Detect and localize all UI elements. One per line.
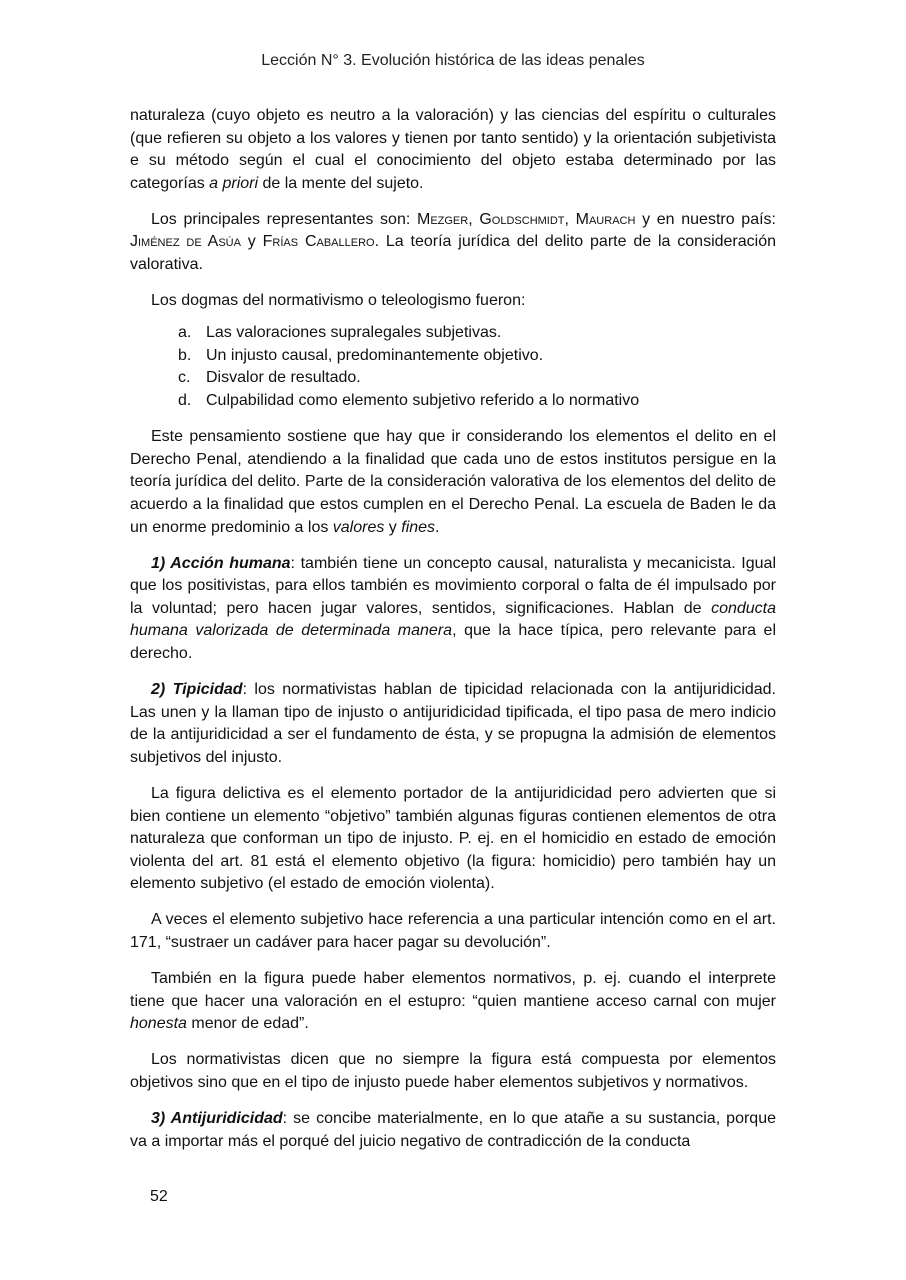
list-marker: d. <box>178 392 192 410</box>
list-item <box>130 345 776 368</box>
running-header: Lección N° 3. Evolución histórica de las ideas penales <box>261 52 645 69</box>
author-name: Frías Caballero <box>262 233 375 251</box>
section-heading: 2) Tipicidad <box>151 681 243 699</box>
list-marker: b. <box>178 346 192 364</box>
dogmas-list <box>130 322 776 412</box>
text-run: , que la hace típica, pero relevante para el derecho. <box>130 622 776 662</box>
text-run: Los principales representantes son: <box>151 210 417 228</box>
text-run: . <box>435 518 440 536</box>
list-marker: a. <box>178 324 192 342</box>
list-item-text: Las valoraciones supralegales subjetivas. <box>206 324 502 342</box>
paragraph <box>130 783 776 896</box>
author-name: Jiménez de Asúa <box>130 233 241 251</box>
paragraph <box>130 1108 776 1153</box>
paragraph <box>130 909 776 954</box>
text-run: Este pensamiento sostiene que hay que ir considerando los elementos el delito en el Derecho Penal, atendiendo a la finalidad que cada uno de estos institutos persigue en la teoría jurídica del delito. Parte de la consideración valorativa de los elementos del delito de acuerdo a la finalidad que estos cumplen en el Derecho Penal. La escuela de Baden le da un enorme predominio a los <box>130 428 776 536</box>
section-heading: 1) Acción humana <box>151 554 291 572</box>
emphasis-text: fines <box>401 518 436 536</box>
text-run: y <box>240 233 263 251</box>
paragraph <box>130 105 776 195</box>
text-run: . La teoría jurídica del delito parte de la consideración valorativa. <box>130 233 777 274</box>
text-run: : los normativistas hablan de tipicidad relacionada con la antijuridicidad. Las unen y la llaman tipo de injusto o antijuridicidad tipificada, el tipo pasa de mero indicio de la antijuridicidad a ser el fundamento de ésta, y se propugna la admisión de elementos subjetivos del injusto. <box>130 681 777 766</box>
text-run: , <box>468 210 480 228</box>
text-run: y <box>384 518 402 536</box>
text-run: naturaleza (cuyo objeto es neutro a la valoración) y las ciencias del espíritu o culturales (que refieren su objeto a los valores y tienen por tanto sentido) y la orientación subjetivista e su método según el cual el conocimiento del objeto estaba determinado por las categorías <box>130 107 776 192</box>
document-body <box>130 105 776 1167</box>
list-item <box>130 322 776 345</box>
text-run: : se concibe materialmente, en lo que atañe a su sustancia, porque va a importar más el porqué del juicio negativo de contradicción de la conducta <box>130 1110 776 1150</box>
emphasis-text: valores <box>332 518 385 536</box>
emphasis-text: conducta humana valorizada de determinada manera <box>130 599 776 640</box>
text-run: A veces el elemento subjetivo hace referencia a una particular intención como en el art. 171, “sustraer un cadáver para hacer pagar su devolución”. <box>130 911 776 951</box>
page-number: 52 <box>150 1188 168 1205</box>
author-name: Mezger <box>416 210 469 228</box>
text-run: : también tiene un concepto causal, naturalista y mecanicista. Igual que los positivistas, para ellos también es movimiento corporal o falta de él impulsado por la voluntad; pero hacen jugar valores, sentidos, significaciones. Hablan de <box>130 554 776 617</box>
text-run: Los dogmas del normativismo o teleologismo fueron: <box>151 292 526 310</box>
list-item-text: Un injusto causal, predominantemente objetivo. <box>206 346 544 364</box>
text-run: y en nuestro país: <box>635 210 776 228</box>
text-run: Los normativistas dicen que no siempre la figura está compuesta por elementos objetivos sino que en el tipo de injusto puede haber elementos subjetivos y normativos. <box>130 1051 776 1091</box>
paragraph <box>130 679 776 769</box>
list-item-text: Disvalor de resultado. <box>206 369 361 387</box>
paragraph <box>130 968 776 1036</box>
text-run: de la mente del sujeto. <box>258 174 424 192</box>
text-run: , <box>564 210 576 228</box>
text-run: menor de edad”. <box>186 1015 309 1033</box>
list-item-text: Culpabilidad como elemento subjetivo referido a lo normativo <box>206 392 640 410</box>
list-marker: c. <box>178 369 191 387</box>
paragraph <box>130 209 776 277</box>
emphasis-text: honesta <box>130 1015 187 1033</box>
section-heading: 3) Antijuridicidad <box>151 1110 283 1128</box>
author-name: Goldschmidt <box>479 210 565 228</box>
paragraph <box>130 1049 776 1094</box>
emphasis-text: a priori <box>209 174 259 192</box>
list-item <box>130 390 776 413</box>
paragraph <box>130 553 776 666</box>
list-item <box>130 367 776 390</box>
text-run: La figura delictiva es el elemento portador de la antijuridicidad pero advierten que si bien contiene un elemento “objetivo” también algunas figuras contienen elementos de otra naturaleza que conforman un tipo de injusto. P. ej. en el homicidio en estado de emoción violenta del art. 81 está el elemento objetivo (la figura: homicidio) pero también hay un elemento subjetivo (el estado de emoción violenta). <box>130 784 776 893</box>
author-name: Maurach <box>575 210 636 228</box>
paragraph <box>130 426 776 539</box>
paragraph <box>130 290 776 313</box>
text-run: También en la figura puede haber elementos normativos, p. ej. cuando el interprete tiene que hacer una valoración en el estupro: “quien mantiene acceso carnal con mujer <box>130 970 776 1010</box>
